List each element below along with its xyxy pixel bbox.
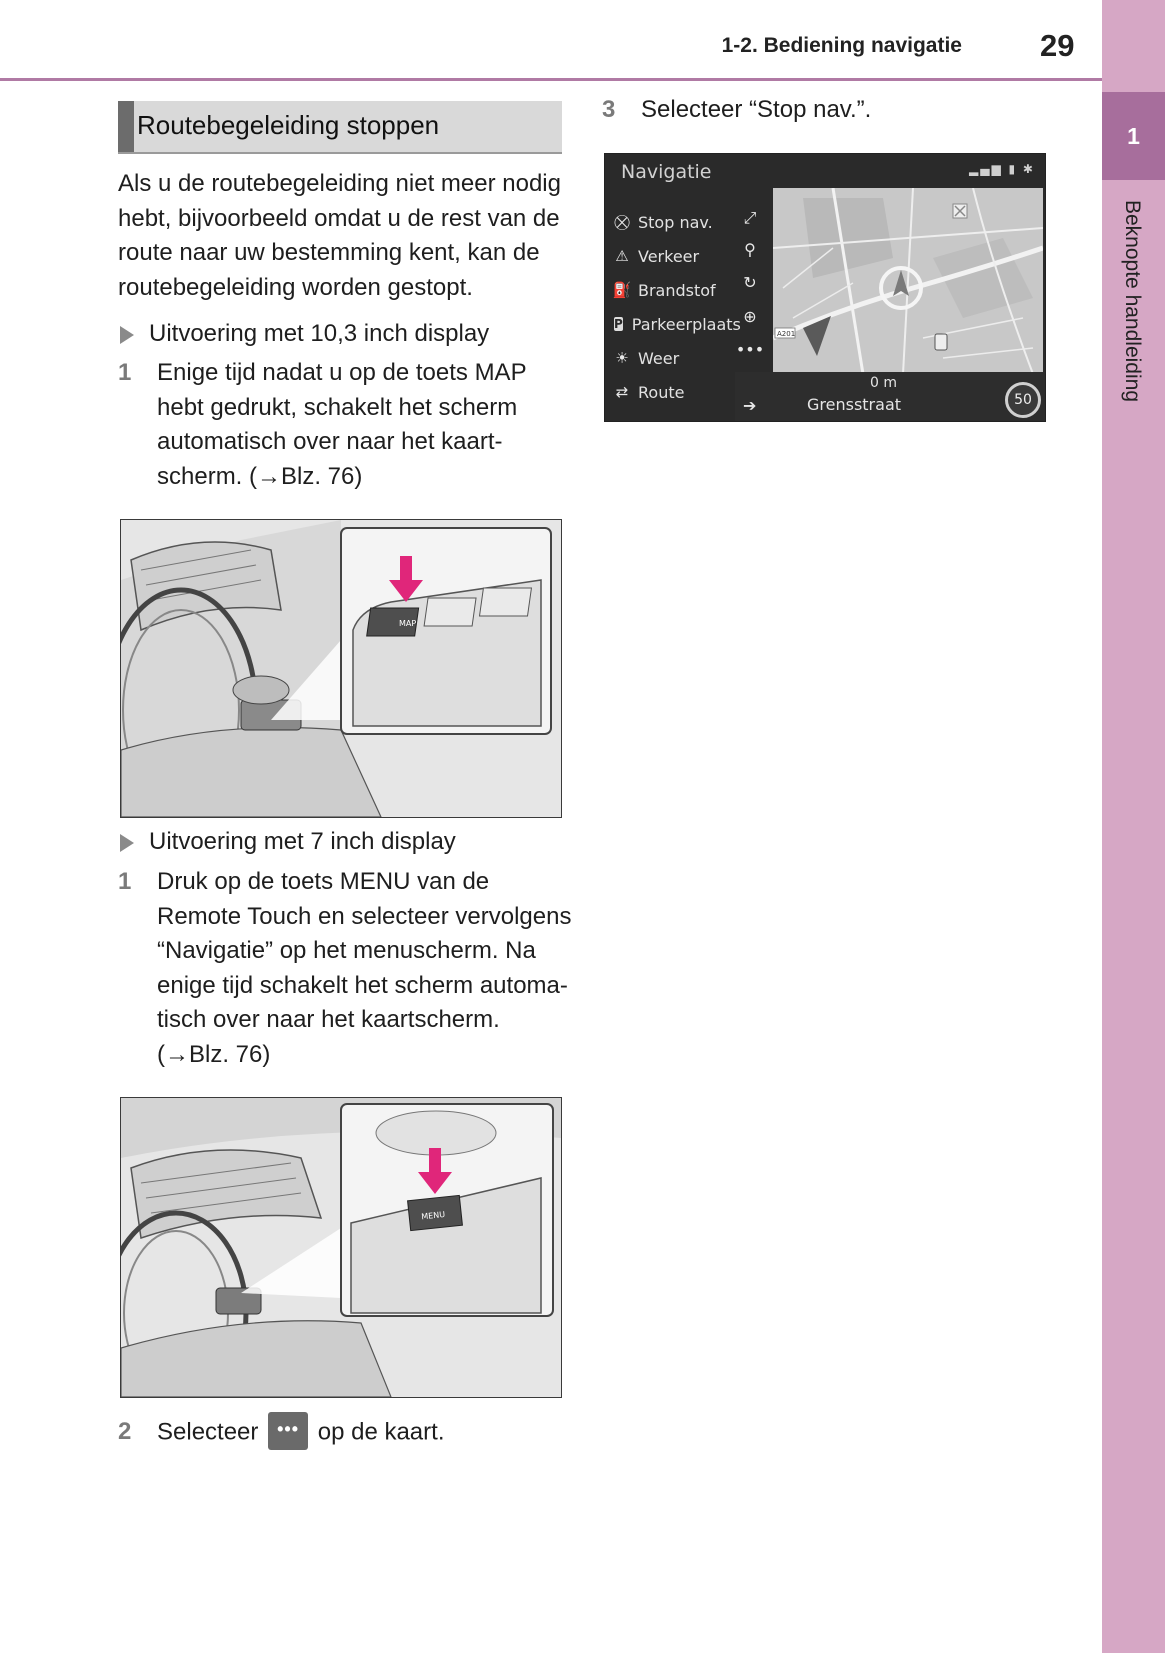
step-number: 1 bbox=[118, 868, 132, 895]
step-3-text: Selecteer “Stop nav.”. bbox=[641, 96, 872, 123]
navigation-screen bbox=[604, 153, 1046, 422]
step-line: Druk op de toets MENU van de bbox=[157, 868, 490, 895]
step-number: 1 bbox=[118, 359, 132, 386]
variant-b-label: Uitvoering met 7 inch display bbox=[149, 828, 456, 855]
intro-line: route naar uw bestemming kent, kan de bbox=[118, 239, 540, 266]
illustration-map-button bbox=[120, 519, 562, 818]
road-label: A201 bbox=[777, 330, 796, 338]
status-icons: ▂▄▆ ▮ ✱ bbox=[969, 162, 1035, 176]
step-line: tisch over naar het kaartscherm. bbox=[157, 1006, 500, 1033]
step-1a-text bbox=[157, 356, 527, 494]
step-line: Remote Touch en selecteer vervolgens bbox=[157, 902, 572, 930]
step-line: scherm. (→Blz. 76) bbox=[157, 462, 363, 490]
section-title: 1-2. Bediening navigatie bbox=[721, 34, 962, 57]
nav-item-label: Weer bbox=[638, 348, 680, 368]
intro-line: hebt, bijvoorbeeld omdat u de rest van de bbox=[118, 204, 560, 232]
section-heading-box bbox=[118, 101, 562, 154]
nav-screen-title: Navigatie bbox=[621, 161, 712, 183]
step-line: enige tijd schakelt het scherm automa- bbox=[157, 971, 568, 999]
more-options-icon: ••• bbox=[268, 1412, 308, 1450]
step-line: hebt gedrukt, schakelt het scherm bbox=[157, 393, 518, 421]
header-rule bbox=[0, 78, 1102, 81]
parking-icon: P bbox=[614, 317, 623, 331]
nav-item-label: Parkeerplaats bbox=[631, 314, 741, 334]
nav-item-parkeerplaats[interactable] bbox=[611, 308, 741, 340]
nav-item-route[interactable] bbox=[611, 376, 735, 408]
weather-icon: ☀ bbox=[615, 349, 629, 367]
intro-line: Als u de routebegeleiding niet meer nodig bbox=[118, 170, 561, 197]
nav-item-label: Stop nav. bbox=[638, 212, 713, 232]
variant-a-label: Uitvoering met 10,3 inch display bbox=[149, 320, 490, 347]
direction-arrow-icon: ➔ bbox=[743, 396, 757, 415]
illustration-menu-button bbox=[120, 1097, 562, 1398]
chapter-title: Beknopte handleiding bbox=[1121, 200, 1144, 403]
reroute-icon[interactable]: ↻ bbox=[743, 273, 757, 292]
route-icon: ⇄ bbox=[615, 383, 629, 401]
step-line: Enige tijd nadat u op de toets MAP bbox=[157, 359, 527, 386]
step-2-before: Selecteer bbox=[157, 1418, 259, 1446]
step-line: (→Blz. 76) bbox=[157, 1040, 271, 1068]
fullscreen-icon[interactable]: ⤢ bbox=[743, 208, 757, 227]
nav-item-stop-nav[interactable] bbox=[611, 206, 735, 238]
nav-item-verkeer[interactable] bbox=[611, 240, 735, 272]
chapter-side-tab bbox=[1102, 0, 1165, 1653]
map-button-label: MAP bbox=[399, 619, 417, 628]
guidance-bar bbox=[735, 372, 1045, 421]
distance-readout: 0 m bbox=[870, 375, 897, 391]
speed-limit-sign: 50 bbox=[1005, 382, 1041, 418]
street-name: Grensstraat bbox=[807, 395, 902, 414]
step-line: “Navigatie” op het menuscherm. Na bbox=[157, 937, 536, 964]
chapter-title-wrap bbox=[1102, 200, 1165, 430]
step-line: automatisch over naar het kaart- bbox=[157, 428, 503, 455]
more-icon[interactable]: ••• bbox=[735, 340, 765, 359]
nav-item-label: Route bbox=[638, 382, 685, 402]
intro-line: routebegeleiding worden gestopt. bbox=[118, 273, 473, 301]
section-heading: Routebegeleiding stoppen bbox=[137, 110, 440, 140]
menu-button-label: MENU bbox=[420, 1209, 446, 1222]
chapter-number: 1 bbox=[1102, 92, 1165, 180]
page-number: 29 bbox=[1040, 28, 1075, 63]
step-number: 3 bbox=[602, 96, 616, 123]
nav-item-brandstof[interactable] bbox=[611, 274, 735, 306]
stop-nav-icon: ⛒ bbox=[614, 213, 630, 231]
map-view-icon[interactable]: ⊕ bbox=[743, 307, 757, 326]
nav-item-weer[interactable] bbox=[611, 342, 735, 374]
search-icon[interactable]: ⚲ bbox=[744, 240, 756, 259]
bullet-triangle-icon bbox=[120, 834, 134, 852]
nav-item-label: Brandstof bbox=[638, 280, 716, 300]
traffic-warning-icon: ⚠ bbox=[615, 247, 629, 265]
step-number: 2 bbox=[118, 1418, 132, 1445]
bullet-triangle-icon bbox=[120, 326, 134, 344]
fuel-icon: ⛽ bbox=[612, 281, 632, 299]
step-1b-text bbox=[157, 865, 571, 1072]
map-view[interactable] bbox=[773, 188, 1043, 374]
intro-paragraph bbox=[118, 167, 561, 305]
nav-item-label: Verkeer bbox=[638, 246, 700, 266]
heading-accent-bar bbox=[118, 101, 134, 152]
step-2-text bbox=[157, 1414, 444, 1452]
step-2-after: op de kaart. bbox=[317, 1418, 445, 1446]
